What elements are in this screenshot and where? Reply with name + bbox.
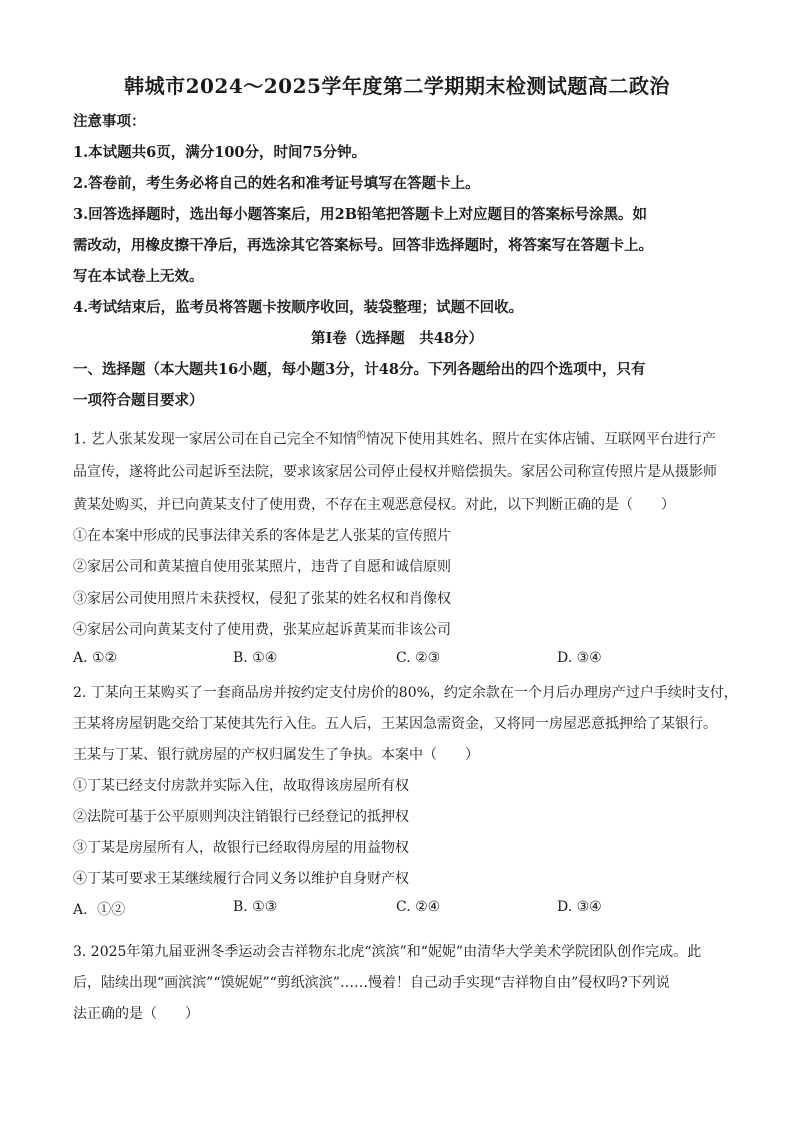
q1-stem-text-b: 情况下使用其姓名、照片在实体店铺、互联网平台进行产 bbox=[365, 431, 716, 448]
q2-stem-line-1: 2. 丁某向王某购买了一套商品房并按约定支付房价的80%，约定余款在一个月后办理房产过户手续时支付， bbox=[73, 685, 738, 701]
q2-statement-2: ②法院可基于公平原则判决注销银行已经登记的抵押权 bbox=[73, 809, 409, 825]
q3-stem-line-3: 法正确的是（ ） bbox=[73, 1006, 199, 1022]
q1-stem-line-2: 品宣传，遂将此公司起诉至法院，要求该家居公司停止侵权并赔偿损失。家居公司称宣传照片是从摄影师 bbox=[73, 464, 717, 480]
q1-option-a[interactable]: A. ①② bbox=[73, 650, 118, 666]
q1-stem-line-1 bbox=[73, 428, 716, 449]
section-intro-line-2: 一项符合题目要求） bbox=[73, 392, 204, 409]
notice-item-3-line-1: 3.回答选择题时，选出每小题答案后，用2B铅笔把答题卡上对应题目的答案标号涂黑。如 bbox=[73, 206, 647, 223]
q2-option-a[interactable]: A．①② bbox=[73, 902, 126, 918]
section-title: 第Ⅰ卷（选择题 共48分） bbox=[311, 330, 483, 347]
q2-statement-3: ③丁某是房屋所有人，故银行已经取得房屋的用益物权 bbox=[73, 840, 409, 856]
q2-stem-line-2: 王某将房屋钥匙交给丁某使其先行入住。五人后，王某因急需资金，又将同一房屋恶意抵押给了某银行。 bbox=[73, 716, 717, 732]
notice-heading: 注意事项： bbox=[73, 113, 146, 130]
q3-stem-line-2: 后，陆续出现“画滨滨”“馍妮妮”“剪纸滨滨”……慢着！自己动手实现“吉祥物自由”侵权吗?下列说 bbox=[73, 975, 670, 991]
notice-item-4: 4.考试结束后，监考员将答题卡按顺序收回，装袋整理；试题不回收。 bbox=[73, 299, 524, 316]
q2-statement-1: ①丁某已经支付房款并实际入住，故取得该房屋所有权 bbox=[73, 778, 409, 794]
q2-stem-line-3: 王某与丁某、银行就房屋的产权归属发生了争执。本案中（ ） bbox=[73, 747, 479, 763]
q2-option-d[interactable]: D. ③④ bbox=[557, 899, 602, 915]
q2-option-b[interactable]: B. ①③ bbox=[233, 899, 278, 915]
notice-item-3-line-2: 需改动，用橡皮擦干净后，再选涂其它答案标号。回答非选择题时，将答案写在答题卡上。 bbox=[73, 237, 653, 254]
q1-stem-text-a: 1. 艺人张某发现一家居公司在自己完全不知情 bbox=[73, 431, 357, 448]
notice-item-1: 1.本试题共6页，满分100分，时间75分钟。 bbox=[73, 144, 367, 161]
q1-option-b[interactable]: B. ①④ bbox=[233, 650, 278, 666]
q1-stem-line-3: 黄某处购买，并已向黄某支付了使用费，不存在主观恶意侵权。对此，以下判断正确的是（ ） bbox=[73, 497, 675, 513]
q1-option-d[interactable]: D. ③④ bbox=[557, 650, 602, 666]
notice-item-3-line-3: 写在本试卷上无效。 bbox=[73, 268, 204, 285]
notice-item-2: 2.答卷前，考生务必将自己的姓名和准考证号填写在答题卡上。 bbox=[73, 175, 480, 192]
section-intro-line-1: 一、选择题（本大题共16小题，每小题3分，计48分。下列各题给出的四个选项中，只有 bbox=[73, 361, 646, 378]
q1-option-c[interactable]: C. ②③ bbox=[396, 650, 441, 666]
q1-statement-3: ③家居公司使用照片未获授权，侵犯了张某的姓名权和肖像权 bbox=[73, 591, 451, 607]
q1-stem-superscript: 的 bbox=[356, 431, 366, 441]
exam-title: 韩城市2024～2025学年度第二学期期末检测试题高二政治 bbox=[124, 74, 670, 98]
q3-stem-line-1: 3. 2025年第九届亚洲冬季运动会吉祥物东北虎“滨滨”和“妮妮”由清华大学美术学院团队创作完成。此 bbox=[73, 944, 702, 960]
q2-option-c[interactable]: C. ②④ bbox=[396, 899, 441, 915]
q2-statement-4: ④丁某可要求王某继续履行合同义务以维护自身财产权 bbox=[73, 871, 409, 887]
q1-statement-4: ④家居公司向黄某支付了使用费，张某应起诉黄某而非该公司 bbox=[73, 622, 451, 638]
q1-statement-1: ①在本案中形成的民事法律关系的客体是艺人张某的宣传照片 bbox=[73, 528, 451, 544]
q1-statement-2: ②家居公司和黄某擅自使用张某照片，违背了自愿和诚信原则 bbox=[73, 559, 451, 575]
